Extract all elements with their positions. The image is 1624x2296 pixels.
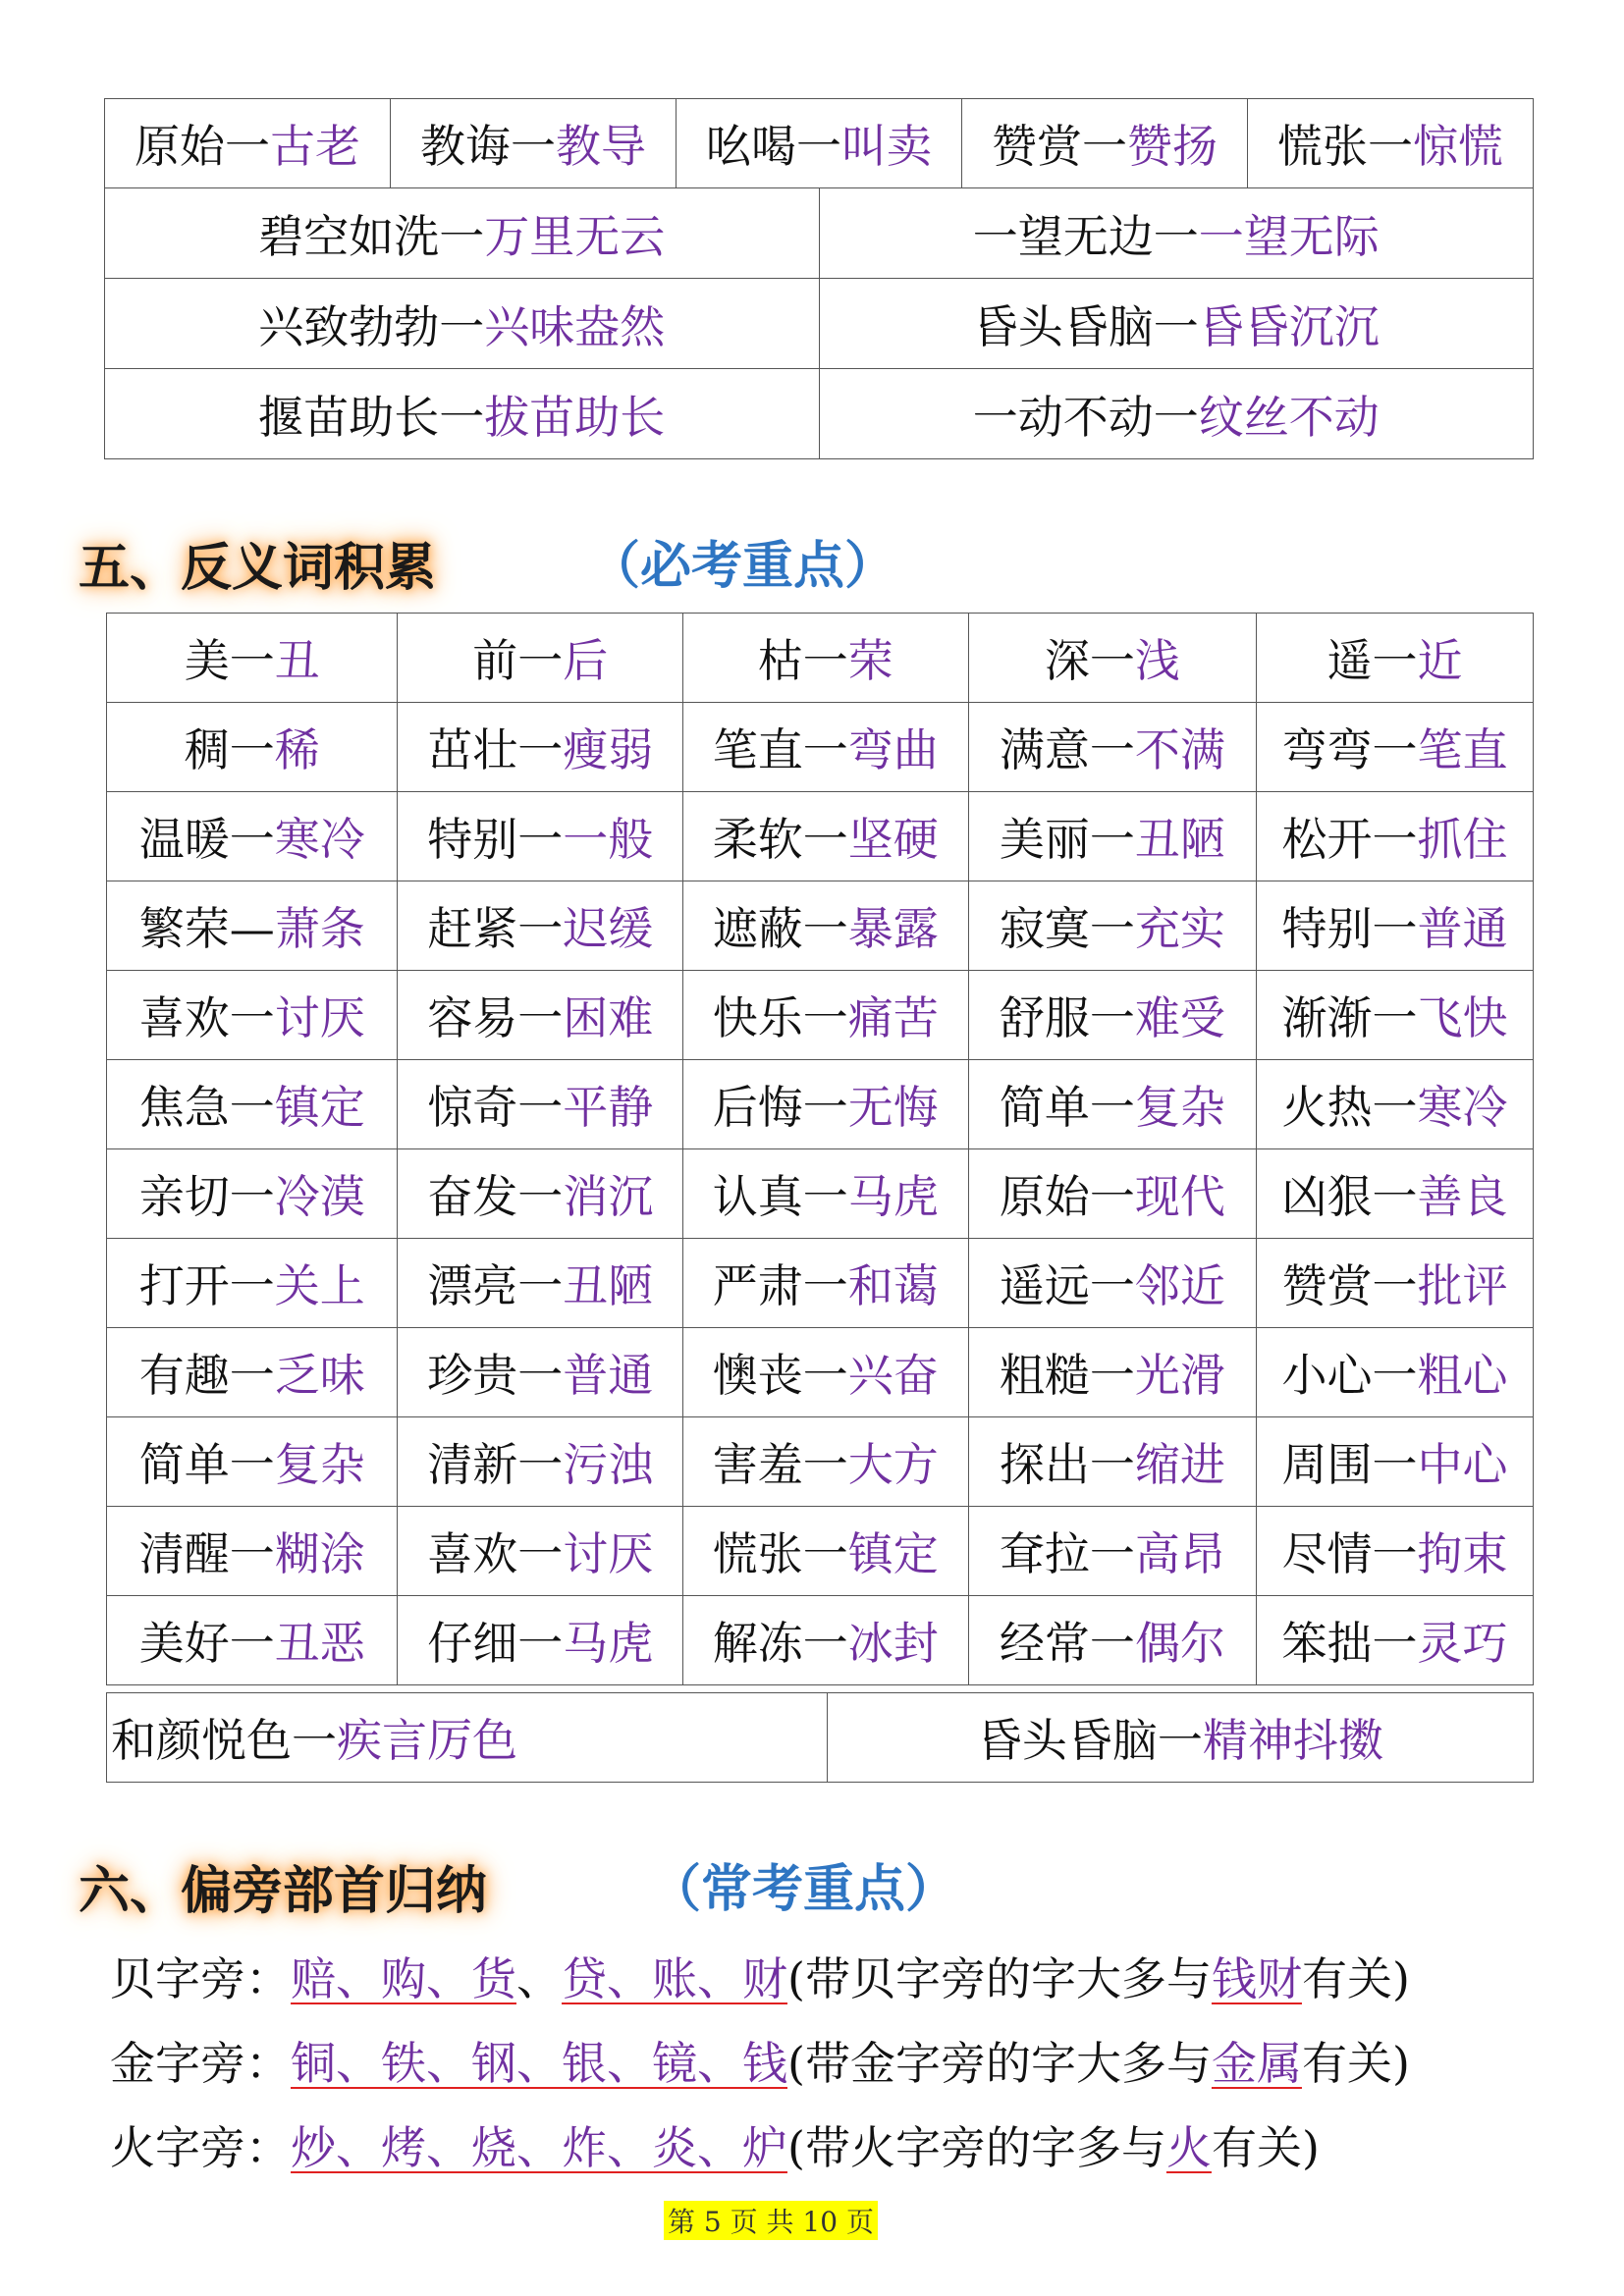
table-row: [105, 279, 1534, 369]
radical-chars: 贷、账、财: [562, 1952, 787, 2005]
word-pair: 奋发一消沉: [398, 1149, 683, 1239]
word-pair: 原始一现代: [968, 1149, 1257, 1239]
word-pair: 仔细一马虎: [398, 1596, 683, 1685]
word-pair: 昏头昏脑一昏昏沉沉: [819, 279, 1534, 369]
table-row: [107, 703, 1534, 792]
table-row: [107, 792, 1534, 881]
word-pair: 赞赏一批评: [1257, 1239, 1534, 1328]
radical-note: (带贝字旁的字大多与: [787, 1952, 1212, 2005]
radical-note: (带金字旁的字大多与: [787, 2037, 1212, 2090]
word-pair: 遥一近: [1257, 614, 1534, 703]
radical-note-end: 有关): [1301, 1952, 1410, 2005]
word-pair: 凶狠一善良: [1257, 1149, 1534, 1239]
synonym-idiom-table: [104, 187, 1534, 459]
synonym-table: [104, 98, 1534, 188]
table-row: [107, 881, 1534, 971]
word-pair: 美一丑: [107, 614, 398, 703]
word-pair: 小心一粗心: [1257, 1328, 1534, 1417]
word-pair: 吆喝一叫卖: [677, 99, 962, 188]
word-pair: 耷拉一高昂: [968, 1507, 1257, 1596]
word-pair: 害羞一大方: [683, 1417, 969, 1507]
word-pair: 赞赏一赞扬: [962, 99, 1248, 188]
word-pair: 遮蔽一暴露: [683, 881, 969, 971]
table-row: [107, 1239, 1534, 1328]
radical-line-huo: [110, 2112, 1320, 2177]
word-pair: 赶紧一迟缓: [398, 881, 683, 971]
word-pair: 满意一不满: [968, 703, 1257, 792]
word-pair: 一动不动一纹丝不动: [819, 369, 1534, 459]
radical-note-end: 有关): [1211, 2121, 1320, 2174]
word-pair: 一望无边一一望无际: [819, 188, 1534, 279]
word-pair: 漂亮一丑陋: [398, 1239, 683, 1328]
word-pair: 特别一普通: [1257, 881, 1534, 971]
radical-label: 火字旁：: [110, 2121, 291, 2174]
table-row: [105, 99, 1534, 188]
word-pair: 打开一关上: [107, 1239, 398, 1328]
word-pair: 深一浅: [968, 614, 1257, 703]
section-5-note: （必考重点）: [589, 537, 896, 596]
word-pair: 笨拙一灵巧: [1257, 1596, 1534, 1685]
word-pair: 快乐一痛苦: [683, 971, 969, 1060]
word-pair: 珍贵一普通: [398, 1328, 683, 1417]
word-pair: 昏头昏脑一精神抖擞: [827, 1693, 1533, 1783]
radical-key: 金属: [1211, 2037, 1302, 2090]
word-pair: 兴致勃勃一兴味盎然: [105, 279, 820, 369]
word-pair: 懊丧一兴奋: [683, 1328, 969, 1417]
table-row: [107, 614, 1534, 703]
table-row: [107, 1507, 1534, 1596]
antonym-idiom-row: [106, 1692, 1534, 1783]
table-row: [105, 188, 1534, 279]
word-pair: 容易一困难: [398, 971, 683, 1060]
word-pair: 认真一马虎: [683, 1149, 969, 1239]
word-pair: 慌张一惊慌: [1248, 99, 1534, 188]
radical-chars: 赔、购、货: [291, 1952, 516, 2005]
word-pair: 遥远一邻近: [968, 1239, 1257, 1328]
word-pair: 慌张一镇定: [683, 1507, 969, 1596]
radical-key: 火: [1165, 2121, 1212, 2174]
word-pair: 清醒一糊涂: [107, 1507, 398, 1596]
word-pair: 尽情一拘束: [1257, 1507, 1534, 1596]
word-pair: 茁壮一瘦弱: [398, 703, 683, 792]
radical-chars: 铜、铁、钢、银、镜、钱: [291, 2037, 787, 2090]
word-pair: 惊奇一平静: [398, 1060, 683, 1149]
word-pair: 柔软一坚硬: [683, 792, 969, 881]
page-number: 第 5 页 共 10 页: [664, 2201, 878, 2240]
word-pair: 和颜悦色一疾言厉色: [107, 1693, 828, 1783]
word-pair: 渐渐一飞快: [1257, 971, 1534, 1060]
table-row: [107, 1060, 1534, 1149]
table-row: [107, 1328, 1534, 1417]
word-pair: 松开一抓住: [1257, 792, 1534, 881]
section-5-title: 五、反义词积累: [79, 538, 437, 598]
word-pair: 寂寞一充实: [968, 881, 1257, 971]
section-6-note: （常考重点）: [650, 1860, 957, 1919]
word-pair: 前一后: [398, 614, 683, 703]
word-pair: 温暖一寒冷: [107, 792, 398, 881]
word-pair: 教诲一教导: [391, 99, 677, 188]
word-pair: 美丽一丑陋: [968, 792, 1257, 881]
table-row: [107, 1693, 1534, 1783]
table-row: [107, 1417, 1534, 1507]
word-pair: 弯弯一笔直: [1257, 703, 1534, 792]
word-pair: 特别一一般: [398, 792, 683, 881]
word-pair: 简单一复杂: [107, 1417, 398, 1507]
word-pair: 亲切一冷漠: [107, 1149, 398, 1239]
radical-label: 贝字旁：: [110, 1952, 291, 2005]
word-pair: 经常一偶尔: [968, 1596, 1257, 1685]
separator: 、: [516, 1952, 562, 2005]
word-pair: 焦急一镇定: [107, 1060, 398, 1149]
word-pair: 揠苗助长一拔苗助长: [105, 369, 820, 459]
table-row: [107, 971, 1534, 1060]
section-6-title: 六、偏旁部首归纳: [79, 1861, 488, 1921]
word-pair: 枯一荣: [683, 614, 969, 703]
radical-label: 金字旁：: [110, 2037, 291, 2090]
antonym-table: [106, 613, 1534, 1685]
table-row: [107, 1149, 1534, 1239]
word-pair: 喜欢一讨厌: [107, 971, 398, 1060]
radical-line-bei: [110, 1944, 1410, 2008]
word-pair: 火热一寒冷: [1257, 1060, 1534, 1149]
word-pair: 后悔一无悔: [683, 1060, 969, 1149]
word-pair: 美好一丑恶: [107, 1596, 398, 1685]
radical-note-end: 有关): [1301, 2037, 1410, 2090]
word-pair: 稠一稀: [107, 703, 398, 792]
table-row: [107, 1596, 1534, 1685]
word-pair: 笔直一弯曲: [683, 703, 969, 792]
word-pair: 繁荣—萧条: [107, 881, 398, 971]
word-pair: 喜欢一讨厌: [398, 1507, 683, 1596]
table-row: [105, 369, 1534, 459]
radical-key: 钱财: [1211, 1952, 1302, 2005]
radical-note: (带火字旁的字多与: [787, 2121, 1166, 2174]
word-pair: 清新一污浊: [398, 1417, 683, 1507]
radical-chars: 炒、烤、烧、炸、炎、炉: [291, 2121, 787, 2174]
word-pair: 解冻一冰封: [683, 1596, 969, 1685]
word-pair: 碧空如洗一万里无云: [105, 188, 820, 279]
word-pair: 严肃一和蔼: [683, 1239, 969, 1328]
word-pair: 简单一复杂: [968, 1060, 1257, 1149]
word-pair: 有趣一乏味: [107, 1328, 398, 1417]
word-pair: 舒服一难受: [968, 971, 1257, 1060]
word-pair: 粗糙一光滑: [968, 1328, 1257, 1417]
word-pair: 探出一缩进: [968, 1417, 1257, 1507]
word-pair: 原始一古老: [105, 99, 391, 188]
word-pair: 周围一中心: [1257, 1417, 1534, 1507]
radical-line-jin: [110, 2028, 1410, 2093]
